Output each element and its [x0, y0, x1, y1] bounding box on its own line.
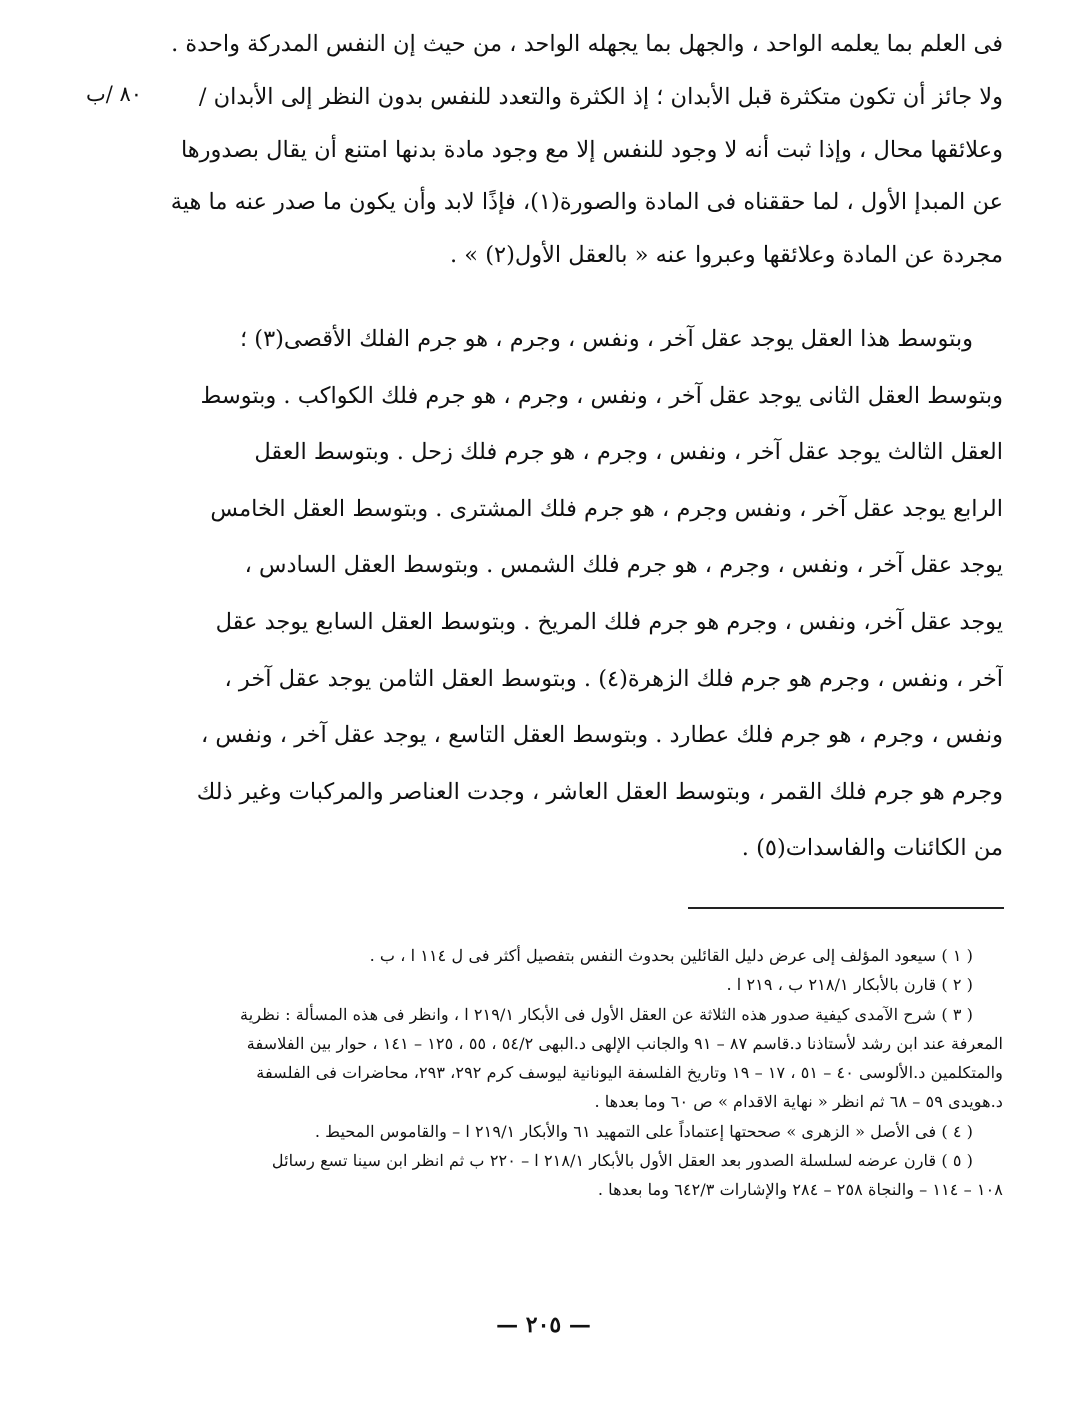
text-line: يوجد عقل آخر، ونفس ، وجرم هو جرم فلك المريخ . وبتوسط العقل السابع يوجد عقل: [215, 608, 1003, 635]
text-line: عن المبدإ الأول ، لما حققناه فى المادة والصورة(١)، فإذًا لابد وأن يكون ما صدر عنه ما هية: [170, 189, 1003, 216]
footnote-separator-rule: [688, 907, 1004, 909]
text-line: فى العلم بما يعلمه الواحد ، والجهل بما يجهله الواحد ، من حيث إن النفس المدركة واحدة .: [171, 31, 1003, 57]
text-line: وجرم هو جرم فلك القمر ، وبتوسط العقل العاشر ، وجدت العناصر والمركبات وغير ذلك: [196, 778, 1003, 805]
text-line: من الكائنات والفاسدات(٥) .: [741, 835, 1003, 862]
footnote-5-continued: ١٠٨ – ١١٤ – والنجاة ٢٥٨ – ٢٨٤ والإشارات ٦٤٢/٣ وما بعدها .: [597, 1180, 1003, 1200]
footnote-3-continued: د.هويدى ٥٩ – ٦٨ ثم انظر « نهاية الاقدام » ص ٦٠ وما بعدها .: [594, 1092, 1003, 1112]
footnote-5: ( ٥ ) قارن عرضه لسلسلة الصدور بعد العقل الأول بالأبكار ٢١٨/١ ا – ٢٢٠ ب ثم انظر ابن سينا تسع رسائل: [271, 1151, 973, 1171]
footnote-1: ( ١ ) سيعود المؤلف إلى عرض دليل القائلين بحدوث النفس بتفصيل أكثر فى ل ١١٤ ا ، ب .: [369, 946, 973, 965]
text-line: العقل الثالث يوجد عقل آخر ، ونفس ، وجرم ، هو جرم فلك زحل . وبتوسط العقل: [254, 439, 1003, 466]
footnote-3-continued: والمتكلمين د.الألوسى ٤٠ – ٥١ ، ١٧ – ١٩ وتاريخ الفلسفة اليونانية ليوسف كرم ٢٩٢، ٢٩٣، محاضرات فى الفلسفة: [256, 1063, 1003, 1083]
page-number: — ٢٠٥ —: [496, 1312, 591, 1338]
text-line: مجردة عن المادة وعلائقها وعبروا عنه « بالعقل الأول(٢) » .: [449, 242, 1003, 269]
text-line: يوجد عقل آخر ، ونفس ، وجرم ، هو جرم فلك الشمس . وبتوسط العقل السادس ،: [244, 552, 1003, 579]
text-line: ونفس ، وجرم ، هو جرم فلك عطارد . وبتوسط العقل التاسع ، يوجد عقل آخر ، ونفس ،: [201, 722, 1003, 749]
text-line: وبتوسط العقل الثانى يوجد عقل آخر ، ونفس ، وجرم ، هو جرم فلك الكواكب . وبتوسط: [200, 382, 1003, 409]
text-line: الرابع يوجد عقل آخر ، ونفس وجرم ، هو جرم فلك المشترى . وبتوسط العقل الخامس: [210, 495, 1003, 522]
text-line: وبتوسط هذا العقل يوجد عقل آخر ، ونفس ، وجرم ، هو جرم الفلك الأقصى(٣) ؛: [239, 326, 973, 352]
text-line: وعلائقها محال ، وإذا ثبت أنه لا وجود للنفس إلا مع وجود مادة بدنها امتنع أن يقال بصدورها: [180, 136, 1003, 163]
text-line: آخر ، ونفس ، وجرم هو جرم فلك الزهرة(٤) . وبتوسط العقل الثامن يوجد عقل آخر ،: [224, 665, 1003, 692]
footnote-3: ( ٣ ) شرح الآمدى كيفية صدور هذه الثلاثة عن العقل الأول فى الأبكار ٢١٩/١ ا ، وانظر فى هذه المسألة : نظرية: [240, 1004, 973, 1024]
main-paragraph-2: [160, 311, 1003, 877]
text-line: ولا جائز أن تكون متكثرة قبل الأبدان ؛ إذ الكثرة والتعدد للنفس بدون النظر إلى الأبدان /: [198, 83, 1003, 110]
margin-folio-note: ٨٠ /ب: [86, 82, 143, 106]
footnotes: [160, 941, 1003, 1205]
footnote-3-continued: المعرفة عند ابن رشد لأستاذنا د.قاسم ٨٧ – ٩١ والجانب الإلهى د.البهى ٥٤/٢ ، ٥٥ ، ١٢٥ – ١٤١ ، حوار بين الفلاسفة: [246, 1033, 1003, 1053]
footnote-2: ( ٢ ) قارن بالأبكار ٢١٨/١ ب ، ٢١٩ ا .: [726, 975, 973, 995]
main-paragraph-1: [160, 18, 1003, 282]
footnote-4: ( ٤ ) فى الأصل « الزهرى » صححتها إعتماداً على التمهيد ٦١ والأبكار ٢١٩/١ ا – والقاموس المحيط .: [314, 1121, 973, 1141]
